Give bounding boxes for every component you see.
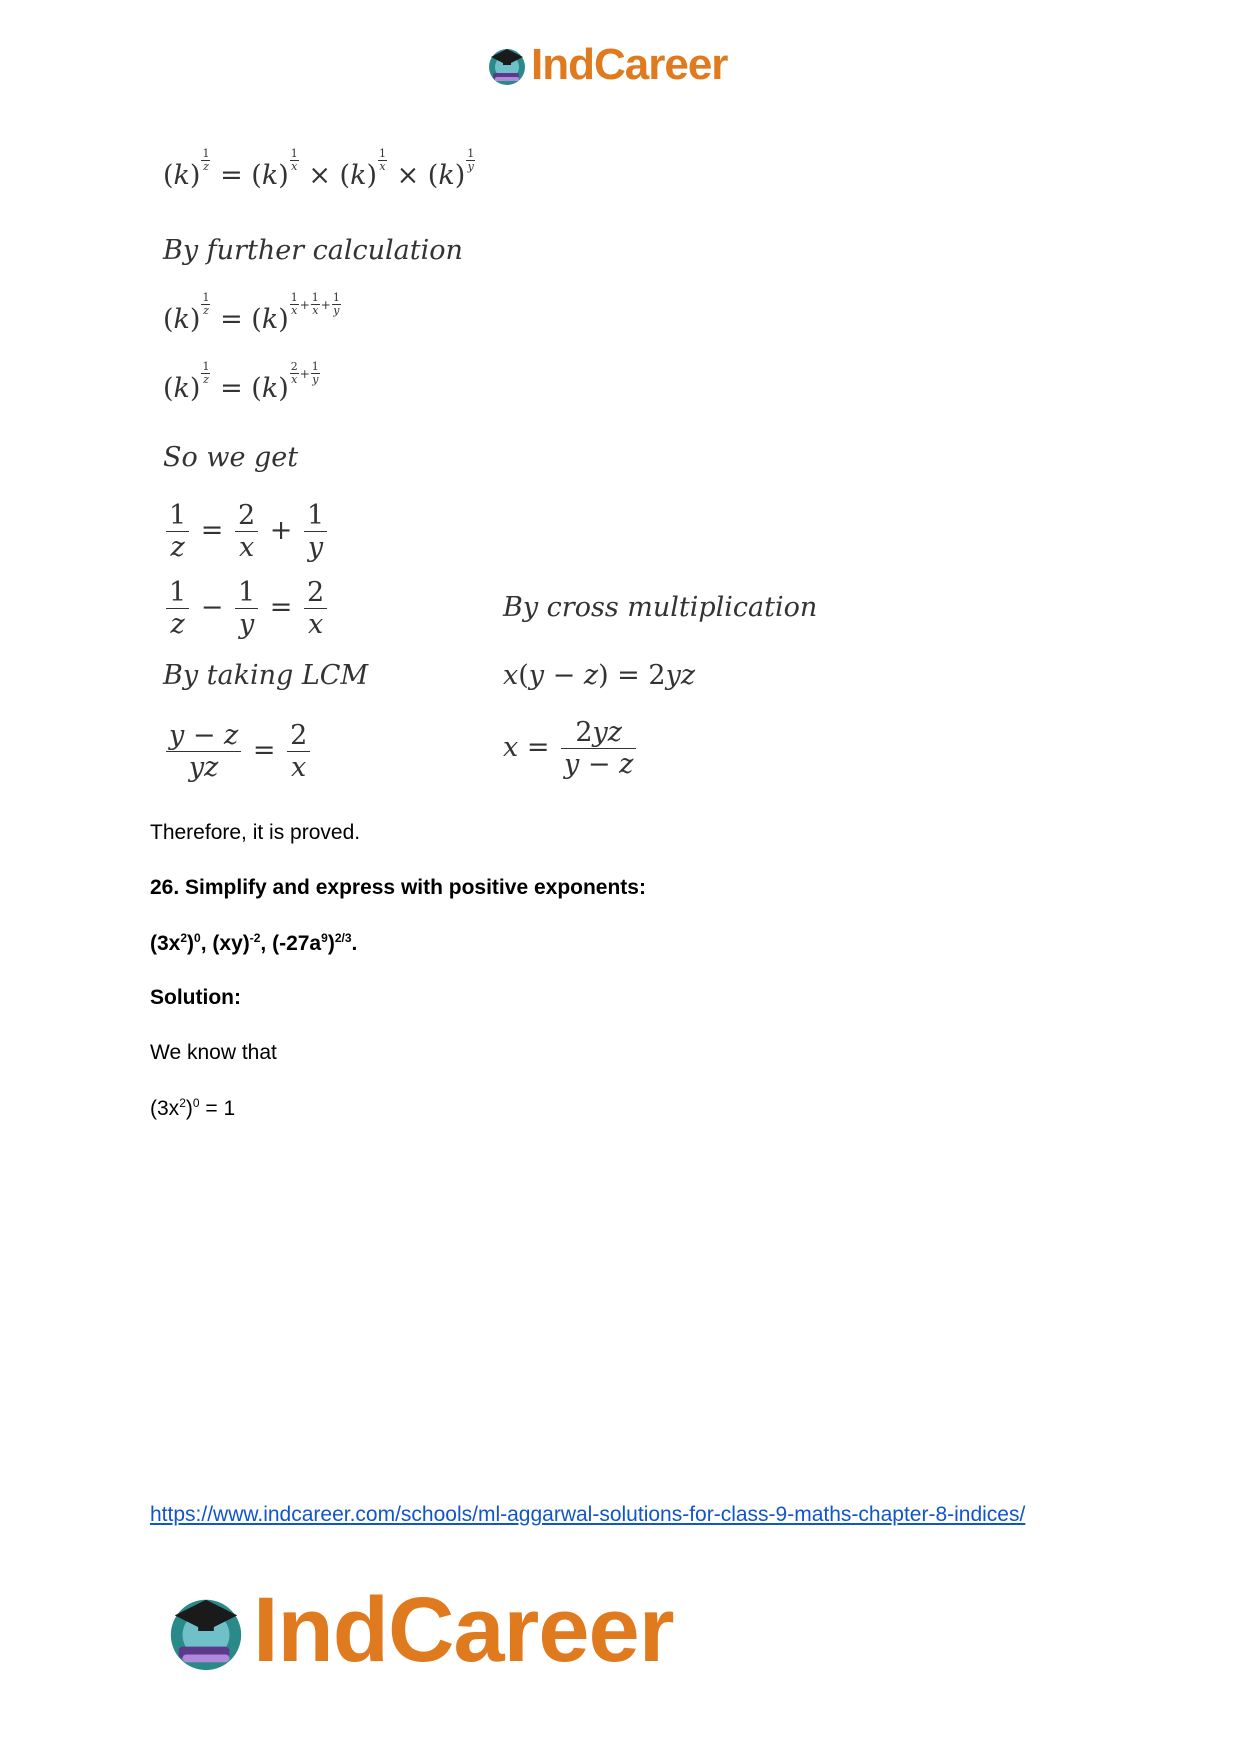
brand-name: IndCareer xyxy=(253,1579,674,1681)
graduation-book-icon xyxy=(163,1588,249,1674)
equation-cross-1: x(y − z) = 2yz xyxy=(503,660,696,691)
top-logo xyxy=(485,40,727,90)
proved-text: Therefore, it is proved. xyxy=(150,821,361,844)
equation-line-4: $\frac{1}{z}$ = $\frac{2}{x}$ + $\frac{1}{y}$ xyxy=(163,500,330,563)
label-so-we-get: So we get xyxy=(163,442,299,473)
equation-cross-2: x = $\frac{2yz}{y - z}$ xyxy=(503,717,639,780)
question-expressions: $(3x^2)^0$, (xy)$^{-2}$, $(-27a^9)^{2/3}$. xyxy=(150,931,358,955)
equation-line-2: (k) $\frac{1}{z}$ = (k) $\frac{1}{x}$ + $\frac{1}{x}$ + $\frac{1}{y}$ xyxy=(163,291,340,335)
label-taking-lcm: By taking LCM xyxy=(163,660,369,691)
label-cross-multiplication: By cross multiplication xyxy=(503,592,818,623)
result-expression: $(3x^2)^0 = 1$ xyxy=(150,1096,236,1120)
bottom-logo xyxy=(163,1578,674,1683)
equation-line-5: $\frac{1}{z}$ − $\frac{1}{y}$ = $\frac{2}{x}$ xyxy=(163,577,330,640)
we-know-text: We know that xyxy=(150,1041,277,1064)
equation-line-3: (k) $\frac{1}{z}$ = (k) $\frac{2}{x}$ + $\frac{1}{y}$ xyxy=(163,360,319,404)
label-further-calculation: By further calculation xyxy=(163,235,463,266)
solution-label: Solution: xyxy=(150,986,241,1009)
graduation-book-icon xyxy=(485,43,529,87)
question-title: 26. Simplify and express with positive exponents: xyxy=(150,876,646,899)
equation-line-6: $\frac{y - z}{yz}$ = $\frac{2}{x}$ xyxy=(163,720,313,783)
source-link[interactable]: https://www.indcareer.com/schools/ml-aggarwal-solutions-for-class-9-maths-chapter-8-indices/ xyxy=(150,1503,1026,1526)
brand-name: IndCareer xyxy=(531,40,728,89)
equation-line-1: (k) $\frac{1}{z}$ = (k) $\frac{1}{x}$ × (k) $\frac{1}{x}$ × (k) $\frac{1}{y}$ xyxy=(163,147,475,191)
